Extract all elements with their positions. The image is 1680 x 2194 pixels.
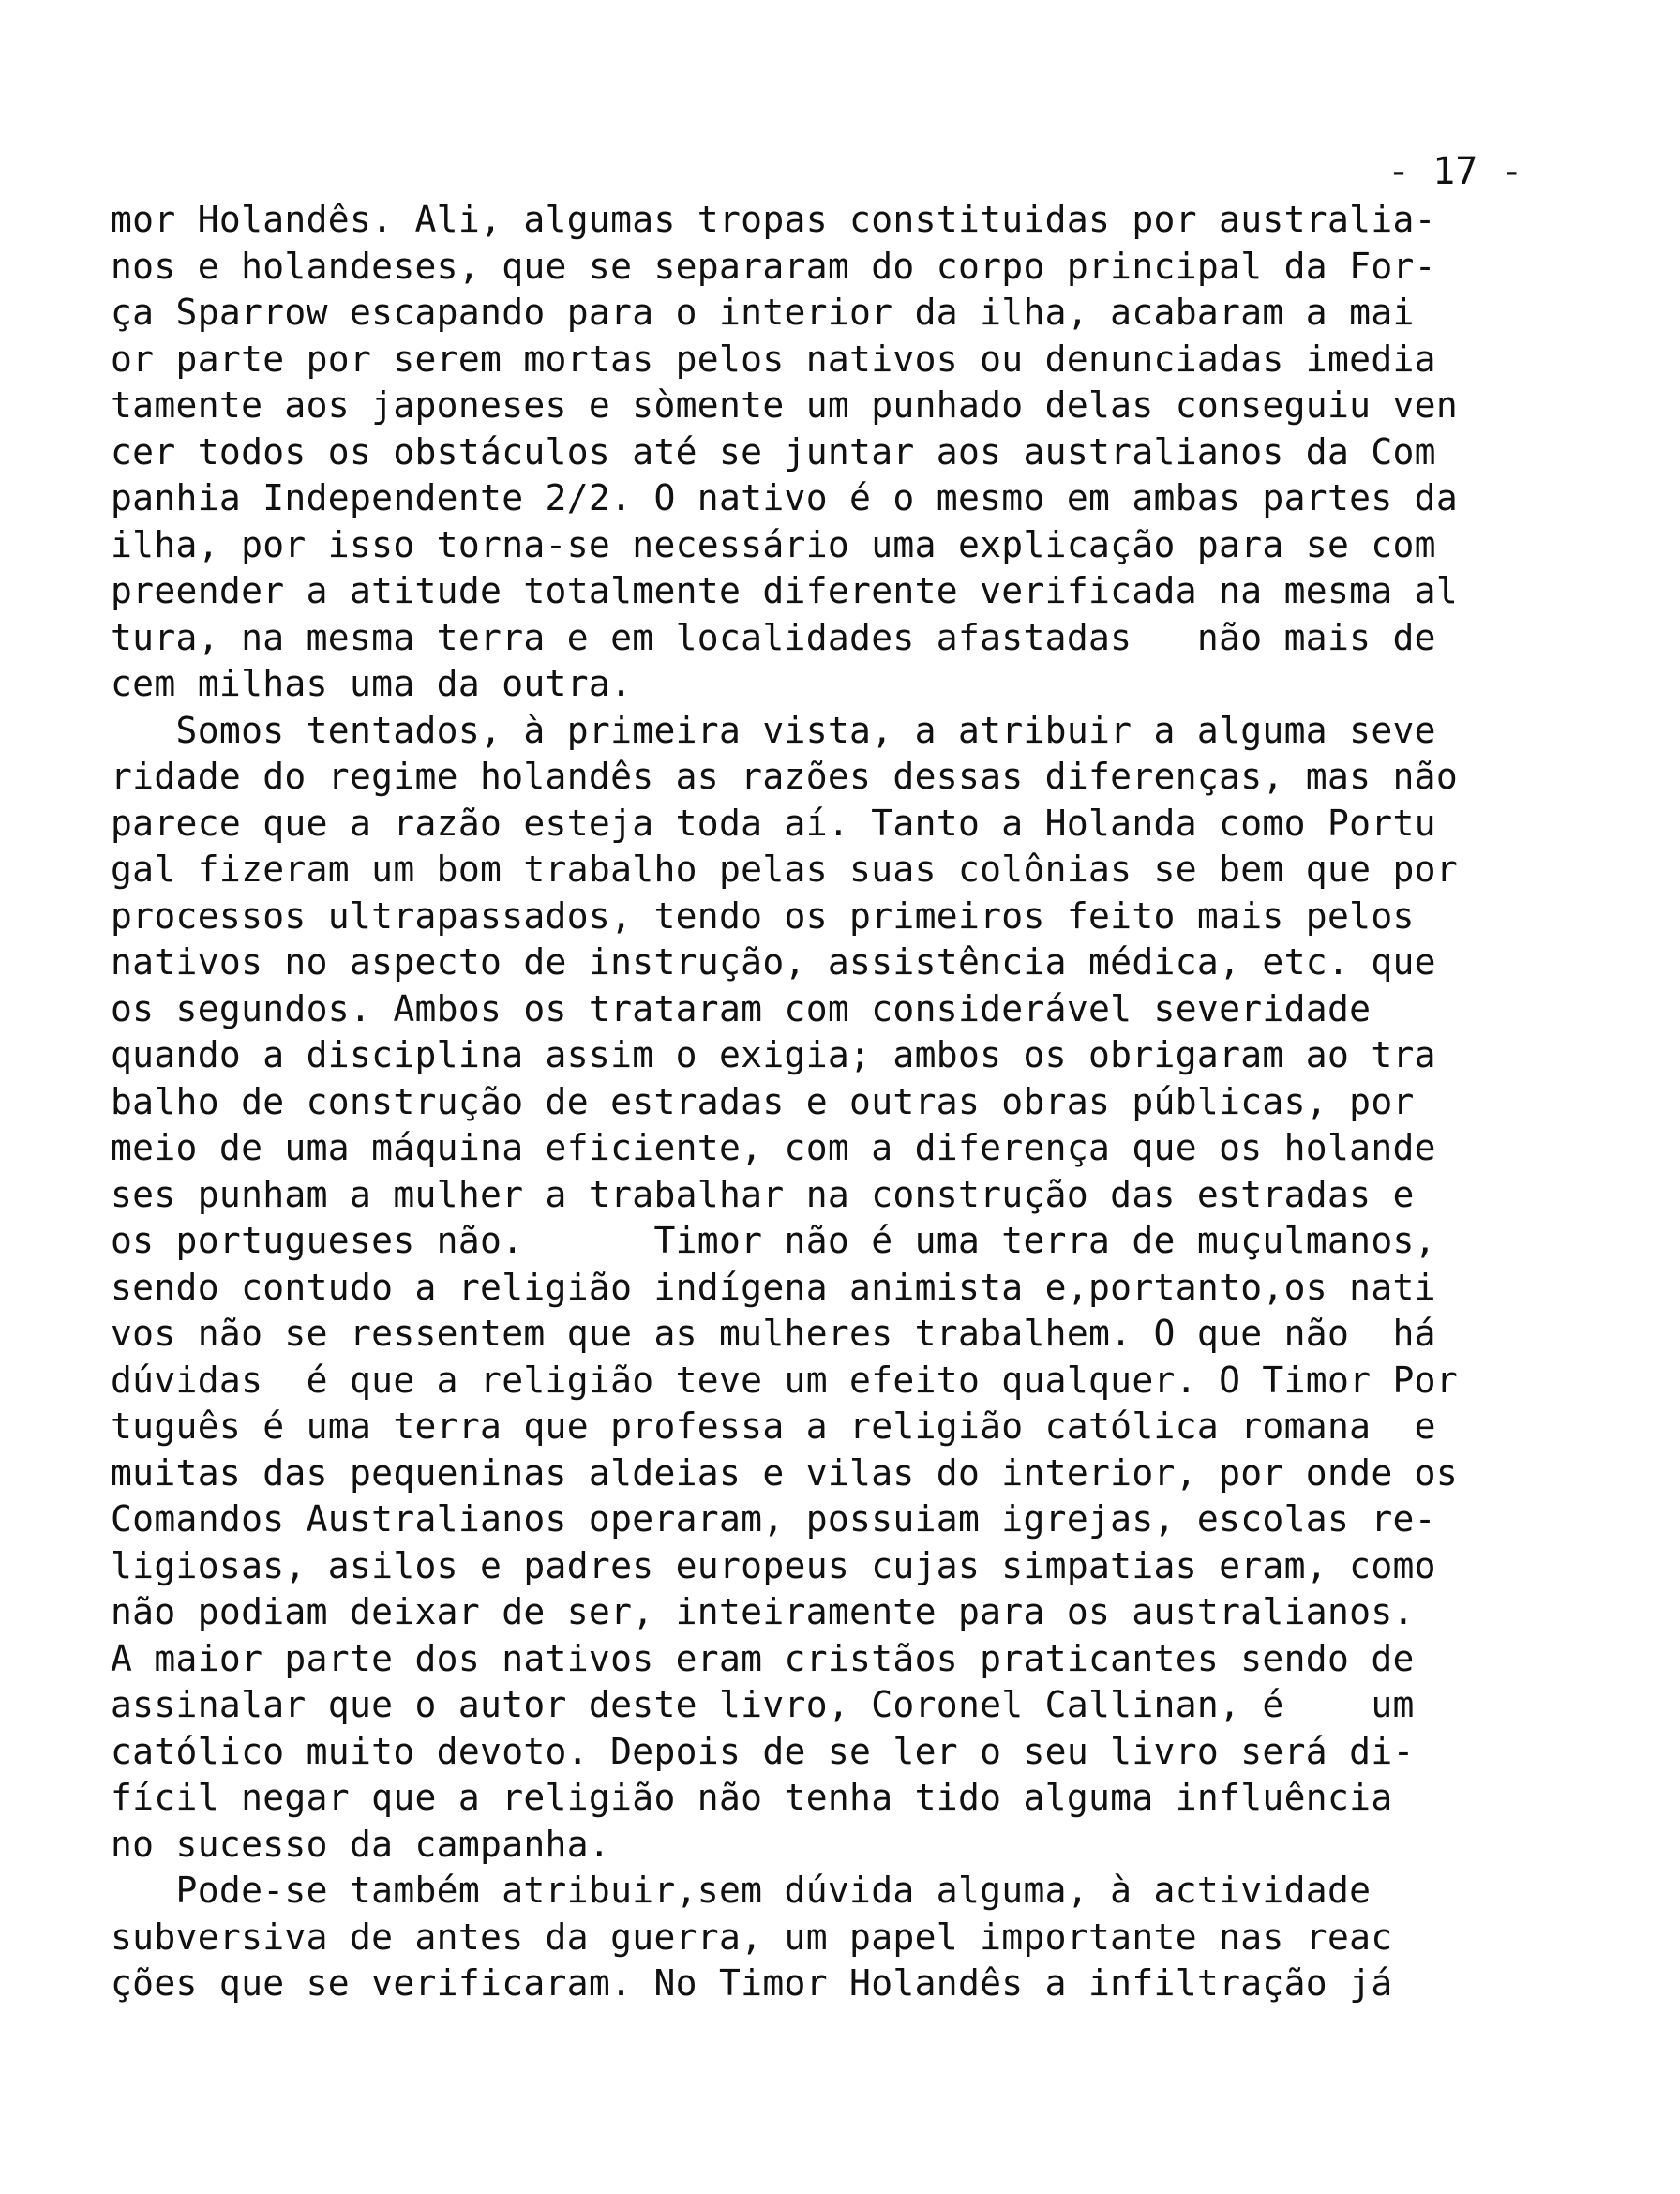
text-line: ridade do regime holandês as razões dessas diferenças, mas não xyxy=(111,756,1459,797)
text-line: ções que se verificaram. No Timor Holandês a infiltração já xyxy=(111,1962,1393,2004)
text-line: preender a atitude totalmente diferente verificada na mesma al xyxy=(111,570,1459,611)
text-line: católico muito devoto. Depois de se ler o seu livro será di- xyxy=(111,1730,1415,1772)
text-line: no sucesso da campanha. xyxy=(111,1823,611,1865)
text-line: dúvidas é que a religião teve um efeito qualquer. O Timor Por xyxy=(111,1359,1459,1401)
text-line: ligiosas, asilos e padres europeus cujas simpatias eram, como xyxy=(111,1544,1436,1586)
text-line: tuguês é uma terra que professa a religião católica romana e xyxy=(111,1405,1436,1447)
text-line: vos não se ressentem que as mulheres trabalhem. O que não há xyxy=(111,1313,1436,1354)
text-line: meio de uma máquina eficiente, com a diferença que os holande xyxy=(111,1127,1436,1168)
text-line: Pode-se também atribuir,sem dúvida alguma, à actividade xyxy=(111,1870,1372,1911)
text-line: processos ultrapassados, tendo os primeiros feito mais pelos xyxy=(111,894,1415,937)
text-line: assinalar que o autor deste livro, Coronel Callinan, é um xyxy=(111,1684,1415,1725)
text-line: ça Sparrow escapando para o interior da ilha, acabaram a mai xyxy=(111,292,1415,333)
text-line: gal fizeram um bom trabalho pelas suas colônias se bem que por xyxy=(111,849,1459,890)
text-line: ilha, por isso torna-se necessário uma explicação para se com xyxy=(111,523,1436,565)
text-line: cem milhas uma da outra. xyxy=(111,663,633,704)
body-text xyxy=(111,197,1611,2007)
text-line: panhia Independente 2/2. O nativo é o mesmo em ambas partes da xyxy=(111,477,1459,518)
text-line: Comandos Australianos operaram, possuiam igrejas, escolas re- xyxy=(111,1498,1436,1540)
text-line: parece que a razão esteja toda aí. Tanto a Holanda como Portu xyxy=(111,802,1436,844)
text-line: cer todos os obstáculos até se juntar aos australianos da Com xyxy=(111,430,1436,473)
text-line: balho de construção de estradas e outras obras públicas, por xyxy=(111,1080,1415,1122)
text-line: ses punham a mulher a trabalhar na construção das estradas e xyxy=(111,1173,1415,1215)
text-line: Somos tentados, à primeira vista, a atribuir a alguma seve xyxy=(111,709,1436,751)
text-line: nos e holandeses, que se separaram do corpo principal da For- xyxy=(111,245,1436,287)
text-line: nativos no aspecto de instrução, assistência médica, etc. que xyxy=(111,941,1436,983)
text-line: mor Holandês. Ali, algumas tropas constituidas por australia- xyxy=(111,199,1436,240)
text-line: os portugueses não. Timor não é uma terra de muçulmanos, xyxy=(111,1220,1436,1261)
text-line: fícil negar que a religião não tenha tido alguma influência xyxy=(111,1777,1393,1818)
text-line: muitas das pequeninas aldeias e vilas do interior, por onde os xyxy=(111,1451,1459,1494)
text-line: sendo contudo a religião indígena animista e,portanto,os nati xyxy=(111,1266,1436,1308)
text-line: não podiam deixar de ser, inteiramente para os australianos. xyxy=(111,1591,1415,1632)
text-line: subversiva de antes da guerra, um papel importante nas reac xyxy=(111,1916,1393,1958)
text-line: or parte por serem mortas pelos nativos ou denunciadas imedia xyxy=(111,338,1436,380)
page-number: - 17 - xyxy=(1388,150,1523,193)
text-line: os segundos. Ambos os trataram com considerável severidade xyxy=(111,987,1372,1029)
text-line: tamente aos japoneses e sòmente um punhado delas conseguiu ven xyxy=(111,384,1459,426)
text-line: tura, na mesma terra e em localidades afastadas não mais de xyxy=(111,616,1436,658)
text-line: A maior parte dos nativos eram cristãos praticantes sendo de xyxy=(111,1637,1415,1679)
text-line: quando a disciplina assim o exigia; ambos os obrigaram ao tra xyxy=(111,1034,1436,1075)
